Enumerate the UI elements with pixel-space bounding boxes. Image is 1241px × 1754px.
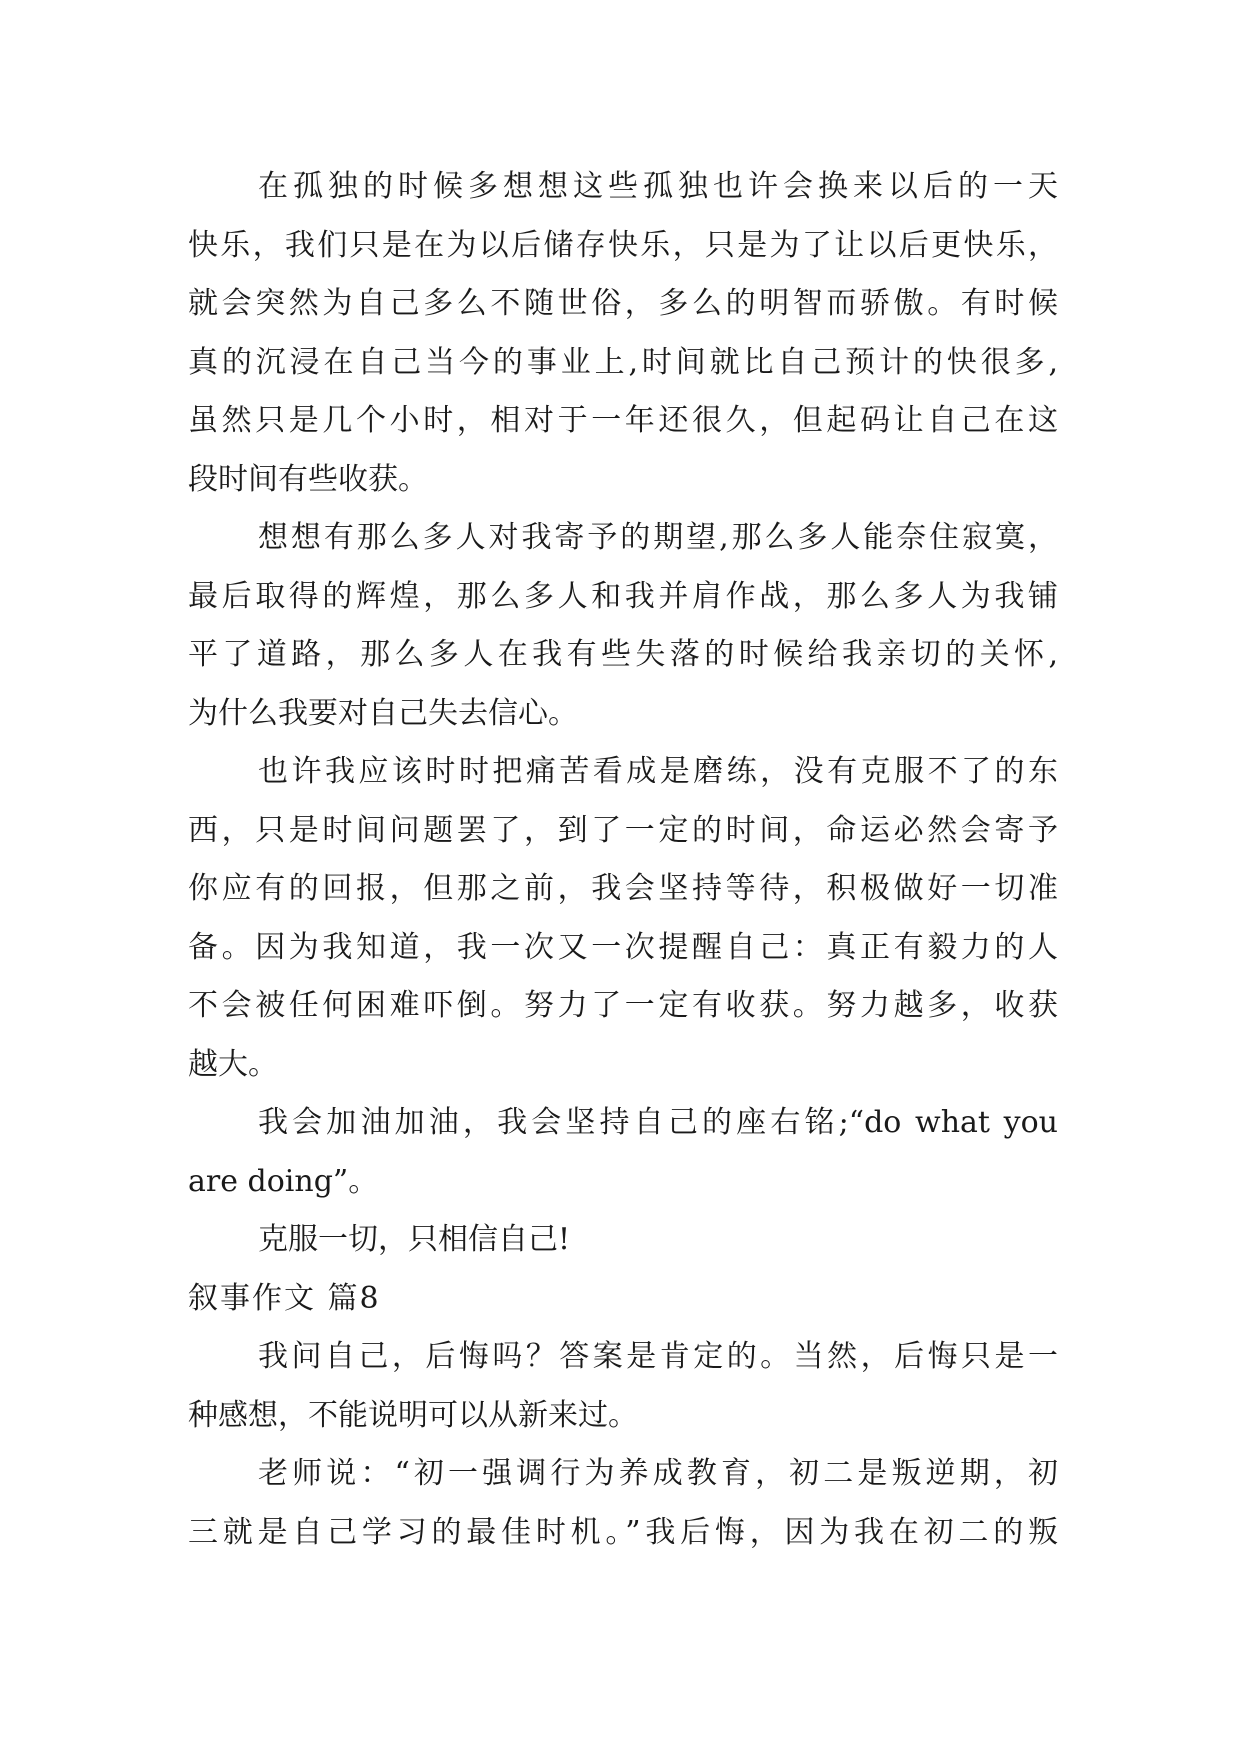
text-line: 快乐，我们只是在为以后储存快乐，只是为了让以后更快乐， [188,227,1058,263]
document-body [188,158,1058,1562]
text-line: 就会突然为自己多么不随世俗，多么的明智而骄傲。有时候 [188,286,1058,321]
text-line: 老师说：“初一强调行为养成教育，初二是叛逆期，初 [258,1456,1058,1491]
text-line: 三就是自己学习的最佳时机。”我后悔，因为我在初二的叛 [188,1514,1058,1550]
text-line: 在孤独的时候多想想这些孤独也许会换来以后的一天 [258,169,1058,204]
text-line: 种感想，不能说明可以从新来过。 [188,1397,638,1433]
text-line: 平了道路，那么多人在我有些失落的时候给我亲切的关怀, [188,637,1058,672]
text-line: 克服一切，只相信自己! [258,1222,571,1257]
text-line: 我问自己，后悔吗？答案是肯定的。当然，后悔只是一 [258,1339,1058,1374]
text-line: 我会加油加油，我会坚持自己的座右铭;“do what you [258,1105,1058,1140]
text-line: 真的沉浸在自己当今的事业上,时间就比自己预计的快很多, [188,344,1058,380]
text-line: 你应有的回报，但那之前，我会坚持等待，积极做好一切准 [188,871,1058,906]
text-line: 为什么我要对自己失去信心。 [188,695,578,731]
text-line: 备。因为我知道，我一次又一次提醒自己：真正有毅力的人 [188,929,1058,965]
text-line: 也许我应该时时把痛苦看成是磨练，没有克服不了的东 [258,754,1058,789]
text-line: 想想有那么多人对我寄予的期望,那么多人能奈住寂寞， [258,520,1058,555]
text-line: 西，只是时间问题罢了，到了一定的时间，命运必然会寄予 [188,812,1058,848]
text-line: are doing”。 [188,1163,379,1199]
section-heading: 叙事作文 篇8 [188,1280,381,1316]
text-line: 虽然只是几个小时，相对于一年还很久，但起码让自己在这 [188,403,1058,438]
text-line: 不会被任何困难吓倒。努力了一定有收获。努力越多，收获 [188,988,1058,1023]
text-line: 最后取得的辉煌，那么多人和我并肩作战，那么多人为我铺 [188,578,1058,614]
text-line: 段时间有些收获。 [188,461,428,497]
text-line: 越大。 [188,1046,278,1082]
